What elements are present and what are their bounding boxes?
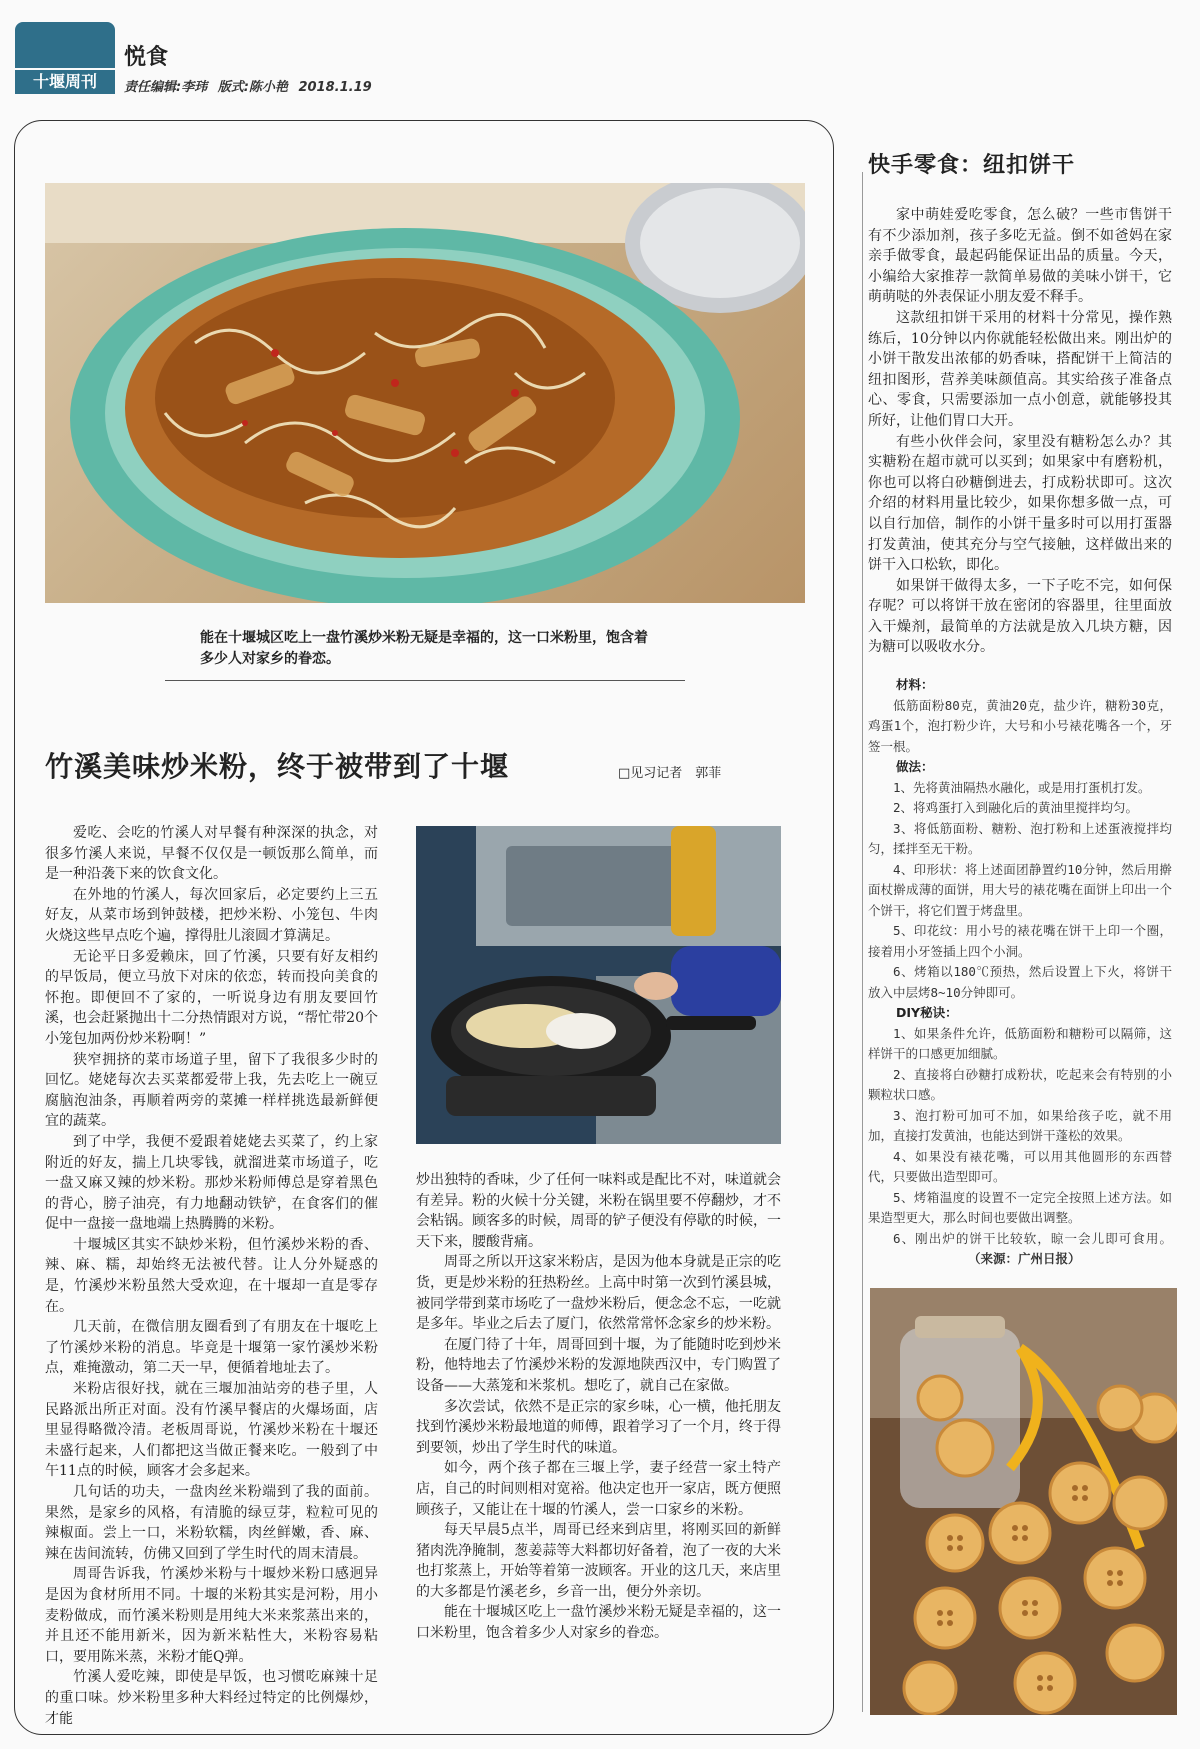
method-step: 4、印形状：将上述面团静置约10分钟，然后用擀面杖擀成薄的面饼，用大号的裱花嘴在面饼上印出一个个饼干，将它们置于烤盘里。 [868, 861, 1172, 918]
paragraph: 狭窄拥挤的菜市场道子里，留下了我很多少时的回忆。姥姥每次去买菜都爱带上我，先去吃上一碗豆腐脑泡油条，再顺着两旁的菜摊一样样挑选最新鲜便宜的蔬菜。 [45, 1051, 378, 1130]
tip-item [868, 1229, 1172, 1270]
wok-cooking-photo [416, 826, 781, 1144]
paragraph: 竹溪人爱吃辣，即使是早饭，也习惯吃麻辣十足的重口味。炒米粉里多种大料经过特定的比例爆炒，才能 [45, 1669, 378, 1727]
method-step: 3、将低筋面粉、糖粉、泡打粉和上述蛋液搅拌均匀，揉拌至无干粉。 [868, 820, 1172, 856]
tip-item: 4、如果没有裱花嘴，可以用其他圆形的东西替代，只要做出造型即可。 [868, 1148, 1172, 1184]
paragraph: 这款纽扣饼干采用的材料十分常见，操作熟练后，10分钟以内你就能轻松做出来。刚出炉的小饼干散发出浓郁的奶香味，搭配饼干上简洁的纽扣图形，营养美味颜值高。其实给孩子准备点心、零食，只需要添加一点小创意，就能够投其所好，让他们胃口大开。 [868, 309, 1172, 429]
article-byline: □见习记者 郭菲 [618, 766, 722, 781]
tip-item: 2、直接将白砂糖打成粉状，吃起来会有特别的小颗粒状口感。 [868, 1066, 1172, 1102]
section-title: 悦食 [124, 45, 169, 70]
photo-caption: 能在十堰城区吃上一盘竹溪炒米粉无疑是幸福的，这一口米粉里，饱含着多少人对家乡的眷恋。 [200, 630, 648, 667]
tip-item: 5、烤箱温度的设置不一定完全按照上述方法。如果造型更大，那么时间也要做出调整。 [868, 1189, 1172, 1225]
editor-credit: 责任编辑:李玮 [124, 80, 208, 95]
paragraph: 能在十堰城区吃上一盘竹溪炒米粉无疑是幸福的，这一口米粉里，饱含着多少人对家乡的眷恋。 [416, 1604, 781, 1642]
paragraph: 有些小伙伴会问，家里没有糖粉怎么办？其实糖粉在超市就可以买到；如果家中有磨粉机，你也可以将白砂糖倒进去，打成粉状即可。这次介绍的材料用量比较少，如果你想多做一点，可以自行加倍，制作的小饼干量多时可以用打蛋器打发黄油，使其充分与空气接触，这样做出来的饼干入口松软，即化。 [868, 433, 1172, 574]
layout-credit: 版式:陈小艳 [217, 80, 288, 95]
newspaper-logo [15, 22, 115, 92]
tip-item: 3、泡打粉可加可不加，如果给孩子吃，就不用加，直接打发黄油，也能达到饼干蓬松的效果。 [868, 1107, 1172, 1143]
tips-heading: DIY秘诀： [896, 1005, 958, 1020]
paragraph: 在外地的竹溪人，每次回家后，必定要约上三五好友，从菜市场到钟鼓楼，把炒米粉、小笼包、牛肉火烧这些早点吃个遍，撑得肚儿滚圆才算满足。 [45, 886, 378, 944]
sidebar-title: 快手零食：纽扣饼干 [868, 152, 1076, 178]
paragraph: 每天早晨5点半，周哥已经来到店里，将刚买回的新鲜猪肉洗净腌制，葱姜蒜等大料都切好备着，泡了一夜的大米也打浆蒸上，开始等着第一波顾客。开业的这几天，来店里的大多都是竹溪老乡，乡音一出，便分外亲切。 [416, 1522, 781, 1600]
paragraph: 无论平日多爱赖床，回了竹溪，只要有好友相约的早饭局，便立马放下对床的依恋，转而投向美食的怀抱。即便回不了家的，一听说身边有朋友要回竹溪，也会赶紧抛出十二分热情跟对方说，“帮忙带20个小笼包加两份炒米粉啊！” [45, 948, 378, 1047]
method-heading: 做法： [896, 759, 934, 774]
method-step: 5、印花纹：用小号的裱花嘴在饼干上印一个圈，接着用小牙签插上四个小洞。 [868, 923, 1172, 959]
paragraph: 周哥之所以开这家米粉店，是因为他本身就是正宗的吃货，更是炒米粉的狂热粉丝。上高中时第一次到竹溪县城，被同学带到菜市场吃了一盘炒米粉后，便念念不忘，一吃就是多年。毕业之后去了厦门，依然常常怀念家乡的炒米粉。 [416, 1254, 781, 1333]
paragraph: 米粉店很好找，就在三堰加油站旁的巷子里，人民路派出所正对面。没有竹溪早餐店的火爆场面，店里显得略微冷清。老板周哥说，竹溪炒米粉在十堰还未盛行起来，人们都把这当做正餐来吃。一般到了中午11点的时候，顾客才会多起来。 [45, 1381, 378, 1480]
paragraph: 几句话的功夫，一盘肉丝米粉端到了我的面前。果然，是家乡的风格，有清脆的绿豆芽，粒粒可见的辣椒面。尝上一口，米粉软糯，肉丝鲜嫩，香、麻、辣在齿间流转，仿佛又回到了学生时代的周末清晨。 [45, 1484, 378, 1562]
materials-list: 低筋面粉80克，黄油20克，盐少许，糖粉30克，鸡蛋1个，泡打粉少许，大号和小号裱花嘴各一个，牙签一根。 [868, 697, 1172, 754]
tip-text: 6、刚出炉的饼干比较软，晾一会儿即可食用。 [893, 1230, 1172, 1246]
paragraph: 如果饼干做得太多，一下子吃不完，如何保存呢？可以将饼干放在密闭的容器里，往里面放入干燥剂，最简单的方法就是放入几块方糖，因为糖可以吸收水分。 [868, 577, 1172, 656]
article-column-1 [45, 823, 378, 1729]
paragraph: 十堰城区其实不缺炒米粉，但竹溪炒米粉的香、辣、麻、糯，却始终无法被代替。让人分外疑惑的是，竹溪炒米粉虽然大受欢迎，在十堰却一直是零存在。 [45, 1236, 378, 1315]
paragraph: 在厦门待了十年，周哥回到十堰，为了能随时吃到炒米粉，他特地去了竹溪炒米粉的发源地陕西汉中，专门购置了设备——大蒸笼和米浆机。想吃了，就自己在家做。 [416, 1336, 781, 1394]
sidebar-intro [868, 205, 1172, 658]
paragraph: 家中萌娃爱吃零食，怎么破？一些市售饼干有不少添加剂，孩子多吃无益。倒不如爸妈在家亲手做零食，最起码能保证出品的质量。今天，小编给大家推荐一款简单易做的美味小饼干，它萌萌哒的外表保证小朋友爱不释手。 [868, 207, 1172, 306]
issue-date: 2018.1.19 [298, 80, 372, 95]
materials-heading: 材料： [896, 677, 934, 692]
paragraph: 如今，两个孩子都在三堰上学，妻子经营一家土特产店，自己的时间则相对宽裕。他决定也开一家店，既方便照顾孩子，又能让在十堰的竹溪人，尝一口家乡的米粉。 [416, 1460, 781, 1518]
paragraph: 到了中学，我便不爱跟着姥姥去买菜了，约上家附近的好友，揣上几块零钱，就溜进菜市场道子，吃一盘又麻又辣的炒米粉。那炒米粉师傅总是穿着黑色的背心，膀子油亮，有力地翻动铁铲，在食客们的催促中一盘接一盘地端上热腾腾的米粉。 [45, 1133, 378, 1233]
paragraph: 多次尝试，依然不是正宗的家乡味，心一横，他托朋友找到竹溪炒米粉最地道的师傅，跟着学习了一个月，终于得到要领，炒出了学生时代的味道。 [416, 1398, 781, 1456]
source-credit: （来源：广州日报） [968, 1251, 1081, 1266]
paragraph: 爱吃、会吃的竹溪人对早餐有种深深的执念，对很多竹溪人来说，早餐不仅仅是一顿饭那么简单，而是一种沿袭下来的饮食文化。 [45, 825, 378, 883]
recipe-block [868, 675, 1172, 1270]
paragraph: 周哥告诉我，竹溪炒米粉与十堰炒米粉口感迥异是因为食材所用不同。十堰的米粉其实是河粉，用小麦粉做成，而竹溪米粉则是用纯大米来浆蒸出来的，并且还不能用新米，因为新米粘性大，米粉容易粘口，要用陈米蒸，米粉才能Q弹。 [45, 1566, 378, 1665]
tip-item: 1、如果条件允许，低筋面粉和糖粉可以隔筛，这样饼干的口感更加细腻。 [868, 1025, 1172, 1061]
column-divider [862, 172, 863, 1712]
paragraph: 几天前，在微信朋友圈看到了有朋友在十堰吃上了竹溪炒米粉的消息。毕竟是十堰第一家竹溪炒米粉点，难掩激动，第二天一早，便循着地址去了。 [45, 1319, 378, 1377]
method-step: 6、烤箱以180℃预热，然后设置上下火，将饼干放入中层烤8~10分钟即可。 [868, 964, 1172, 1000]
page-credits [124, 76, 378, 95]
button-biscuits-photo [870, 1288, 1177, 1715]
caption-divider [165, 680, 685, 681]
article-column-2 [416, 1170, 781, 1644]
method-step: 1、先将黄油隔热水融化，或是用打蛋机打发。 [893, 779, 1151, 795]
method-step: 2、将鸡蛋打入到融化后的黄油里搅拌均匀。 [893, 800, 1139, 815]
fried-rice-noodles-photo [45, 183, 805, 603]
article-headline: 竹溪美味炒米粉，终于被带到了十堰 [45, 750, 510, 783]
logo-text: 十堰周刊 [15, 68, 115, 94]
paragraph: 炒出独特的香味，少了任何一味料或是配比不对，味道就会有差异。粉的火候十分关键，米粉在锅里要不停翻炒，才不会粘锅。顾客多的时候，周哥的铲子便没有停歇的时候，一天下来，腰酸背痛。 [416, 1172, 781, 1250]
